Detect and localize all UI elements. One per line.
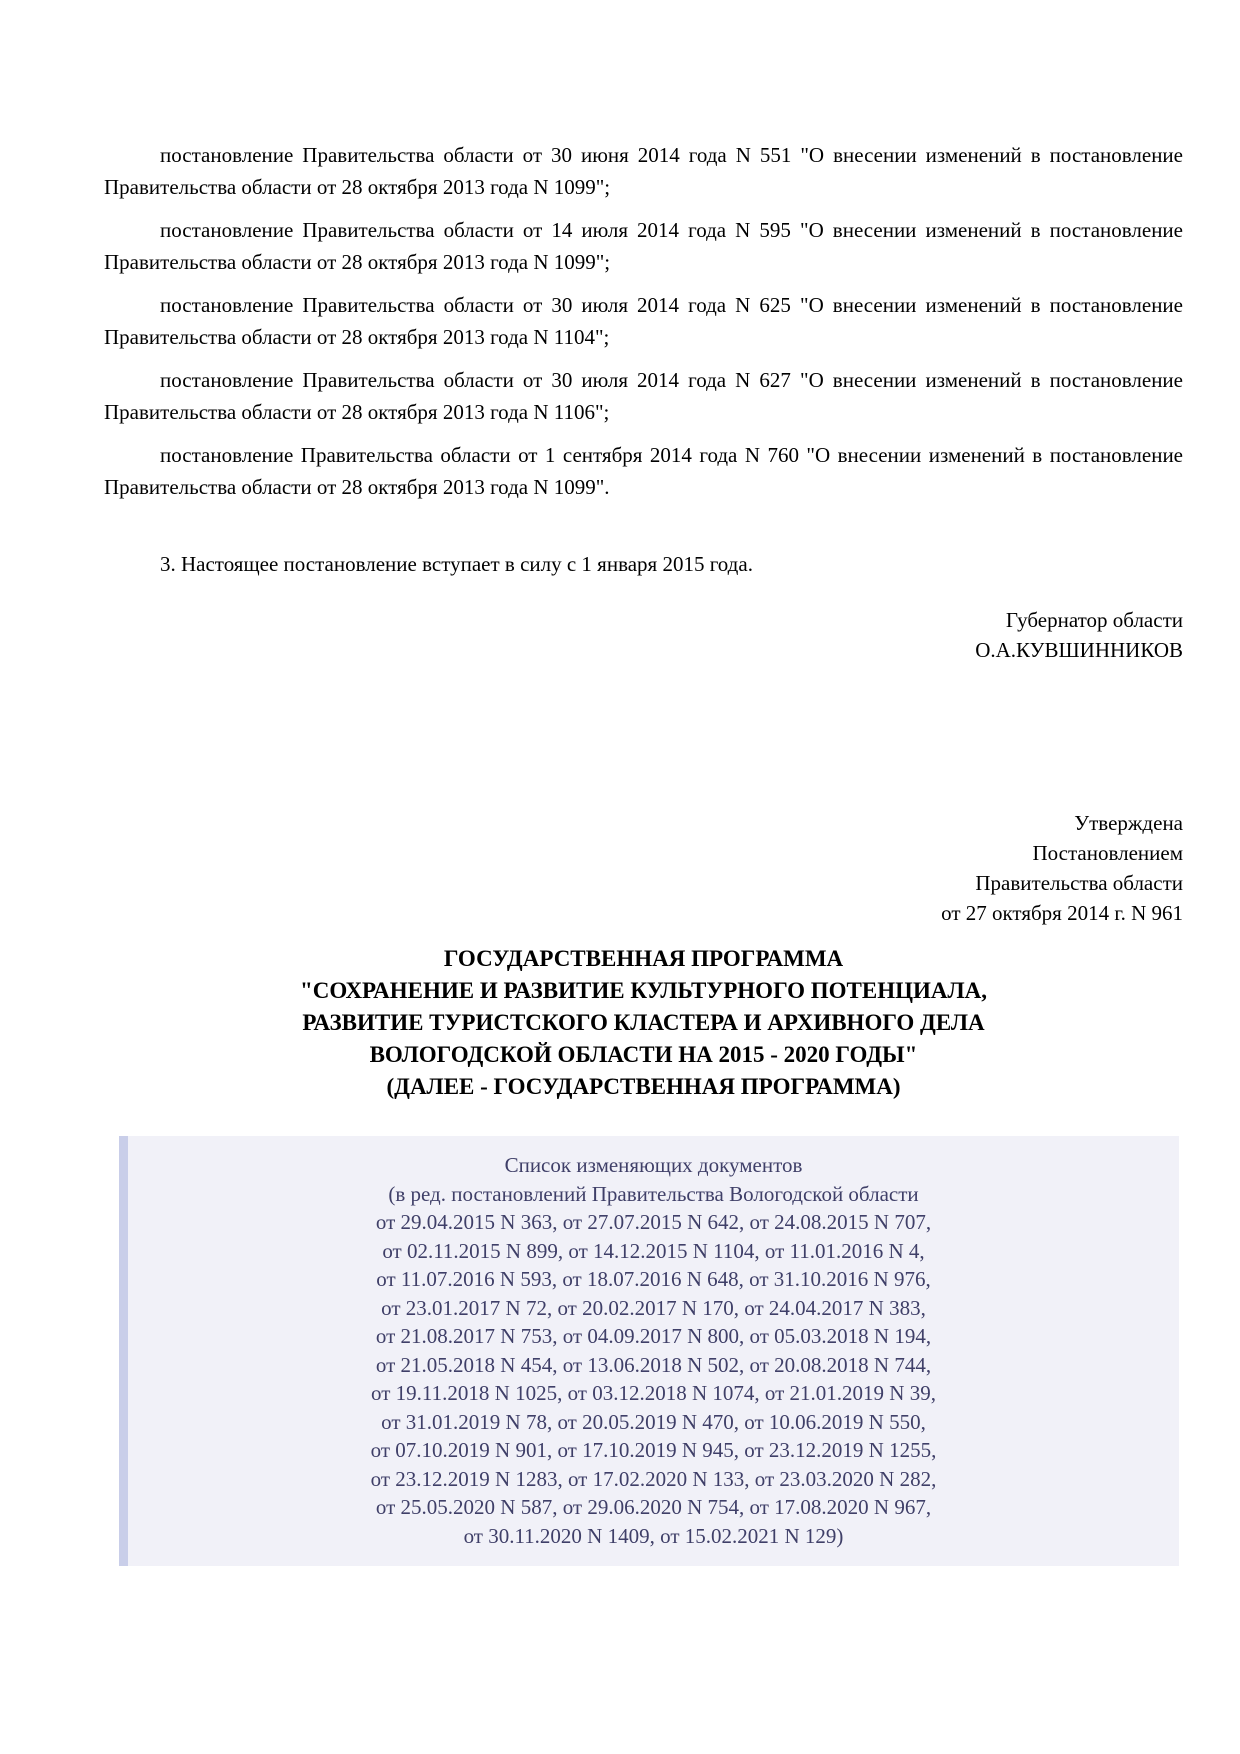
amendments-line: от 30.11.2020 N 1409, от 15.02.2021 N 129) xyxy=(463,1523,844,1548)
program-title-line: ГОСУДАРСТВЕННАЯ ПРОГРАММА xyxy=(443,946,844,971)
amendments-line: от 23.01.2017 N 72, от 20.02.2017 N 170, от 24.04.2017 N 383, xyxy=(381,1295,926,1320)
body-paragraph: постановление Правительства области от 14 июля 2014 года N 595 "О внесении изменений в постановление Правительства области от 28 октября 2013 года N 1099"; xyxy=(104,218,1183,274)
amendments-line: от 19.11.2018 N 1025, от 03.12.2018 N 1074, от 21.01.2019 N 39, xyxy=(371,1381,936,1405)
amendments-line: от 07.10.2019 N 901, от 17.10.2019 N 945, от 23.12.2019 N 1255, xyxy=(370,1438,937,1462)
program-title-line: (ДАЛЕЕ - ГОСУДАРСТВЕННАЯ ПРОГРАММА) xyxy=(386,1074,901,1099)
body-paragraph: постановление Правительства области от 1 сентября 2014 года N 760 "О внесении изменений в постановление Правительства области от 28 октября 2013 года N 1099". xyxy=(104,443,1183,499)
body-paragraph: постановление Правительства области от 30 июля 2014 года N 625 "О внесении изменений в постановление Правительства области от 28 октября 2013 года N 1104"; xyxy=(104,293,1183,349)
signature-block xyxy=(104,605,1183,665)
amendments-box xyxy=(119,1136,1179,1566)
program-title xyxy=(104,943,1183,1103)
amendments-line: от 11.07.2016 N 593, от 18.07.2016 N 648, от 31.10.2016 N 976, xyxy=(376,1267,931,1291)
approval-line: от 27 октября 2014 г. N 961 xyxy=(941,901,1183,925)
amendments-line: от 02.11.2015 N 899, от 14.12.2015 N 1104, от 11.01.2016 N 4, xyxy=(382,1238,925,1263)
effective-date-clause: 3. Настоящее постановление вступает в силу с 1 января 2015 года. xyxy=(160,552,753,576)
amendments-line: (в ред. постановлений Правительства Вологодской области xyxy=(388,1181,919,1206)
signature-name: О.А.КУВШИННИКОВ xyxy=(975,638,1183,662)
amendments-box-title: Список изменяющих документов xyxy=(504,1153,803,1177)
body-paragraph: постановление Правительства области от 30 июля 2014 года N 627 "О внесении изменений в постановление Правительства области от 28 октября 2013 года N 1106"; xyxy=(104,368,1183,424)
signature-title: Губернатор области xyxy=(1005,608,1183,632)
approval-block xyxy=(104,808,1183,928)
program-title-line: "СОХРАНЕНИЕ И РАЗВИТИЕ КУЛЬТУРНОГО ПОТЕНЦИАЛА, xyxy=(299,978,988,1003)
approval-line: Утверждена xyxy=(1074,811,1183,835)
amendments-line: от 25.05.2020 N 587, от 29.06.2020 N 754, от 17.08.2020 N 967, xyxy=(375,1495,932,1519)
program-title-line: ВОЛОГОДСКОЙ ОБЛАСТИ НА 2015 - 2020 ГОДЫ" xyxy=(369,1042,918,1067)
body-paragraph: постановление Правительства области от 30 июня 2014 года N 551 "О внесении изменений в постановление Правительства области от 28 октября 2013 года N 1099"; xyxy=(104,143,1183,199)
approval-line: Постановлением xyxy=(1032,841,1183,865)
amendments-line: от 23.12.2019 N 1283, от 17.02.2020 N 133, от 23.03.2020 N 282, xyxy=(370,1466,937,1491)
program-title-line: РАЗВИТИЕ ТУРИСТСКОГО КЛАСТЕРА И АРХИВНОГО ДЕЛА xyxy=(302,1010,985,1035)
approval-line: Правительства области xyxy=(975,871,1183,895)
amendments-line: от 29.04.2015 N 363, от 27.07.2015 N 642, от 24.08.2015 N 707, xyxy=(375,1210,932,1234)
amendments-line: от 21.08.2017 N 753, от 04.09.2017 N 800, от 05.03.2018 N 194, xyxy=(375,1324,932,1348)
amendments-line: от 31.01.2019 N 78, от 20.05.2019 N 470, от 10.06.2019 N 550, xyxy=(381,1409,926,1434)
amendments-line: от 21.05.2018 N 454, от 13.06.2018 N 502, от 20.08.2018 N 744, xyxy=(375,1352,932,1377)
